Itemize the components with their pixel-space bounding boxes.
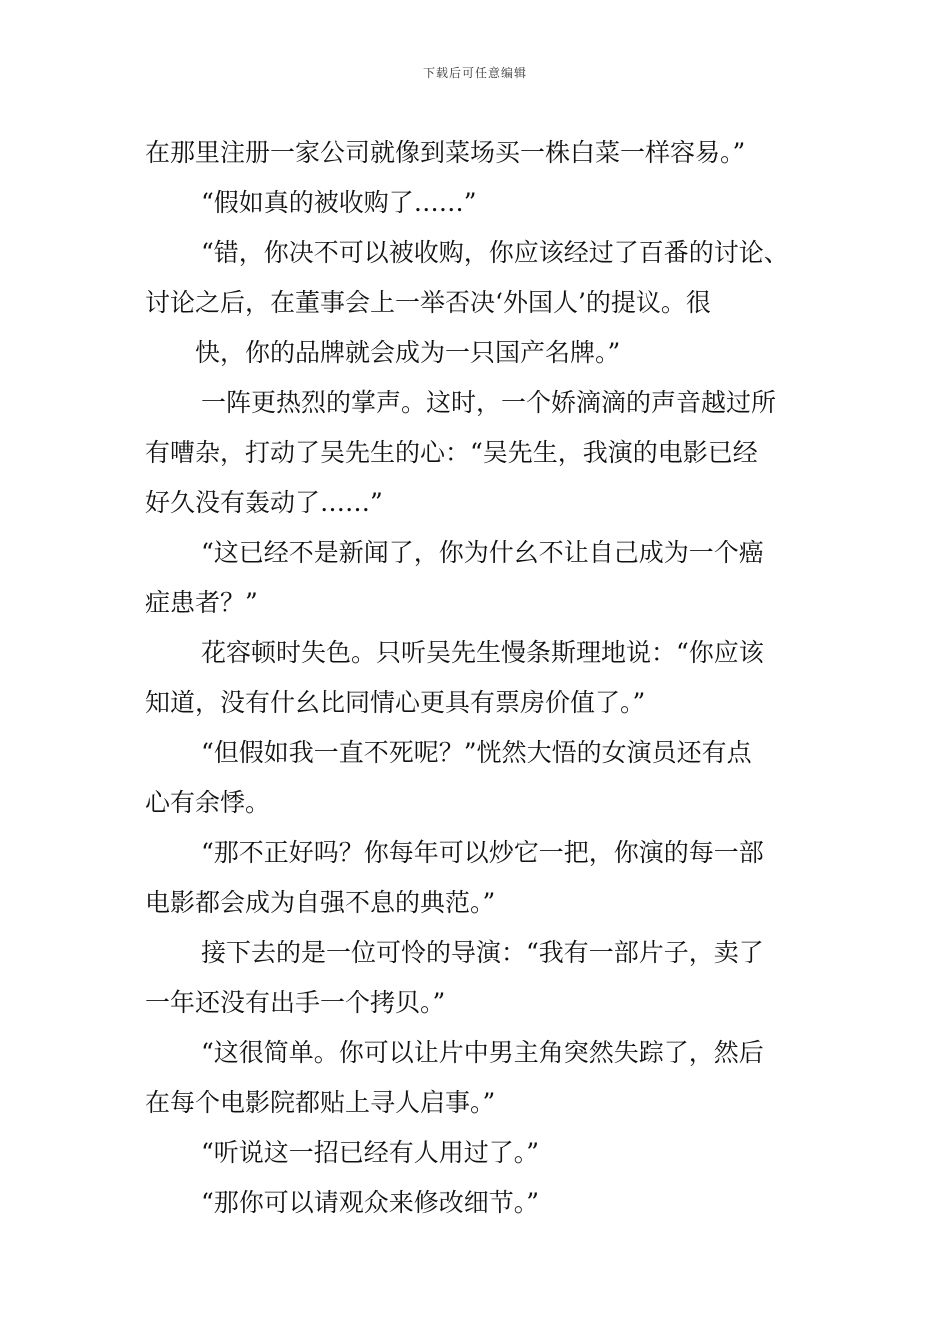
text-line: “那你可以请观众来修改细节。” [201, 1188, 540, 1217]
text-line: “这已经不是新闻了，你为什幺不让自己成为一个癌 [201, 538, 764, 567]
text-line: “假如真的被收购了……” [201, 188, 477, 217]
text-line: 在每个电影院都贴上寻人启事。” [145, 1088, 496, 1117]
text-line: 知道，没有什幺比同情心更具有票房价值了。” [145, 688, 646, 717]
text-line: “错，你决不可以被收购，你应该经过了百番的讨论、 [201, 238, 789, 267]
text-line: 一年还没有出手一个拷贝。” [145, 988, 446, 1017]
text-line: “那不正好吗？你每年可以炒它一把，你演的每一部 [201, 838, 764, 867]
page-header: 下载后可任意编辑 [422, 66, 527, 80]
text-line: 电影都会成为自强不息的典范。” [145, 888, 496, 917]
text-line: 花容顿时失色。只听吴先生慢条斯理地说：“你应该 [201, 638, 764, 667]
text-line: 讨论之后，在董事会上一举否决‘外国人’的提议。很 [145, 288, 711, 317]
text-line: 在那里注册一家公司就像到菜场买一株白菜一样容易。” [145, 138, 746, 167]
text-line: “听说这一招已经有人用过了。” [201, 1138, 540, 1167]
text-line: 接下去的是一位可怜的导演：“我有一部片子，卖了 [201, 938, 764, 967]
text-line: 快，你的品牌就会成为一只国产名牌。” [195, 338, 621, 367]
text-line: 症患者？” [145, 588, 258, 617]
body-text [145, 128, 845, 1228]
text-line: 有嘈杂，打动了吴先生的心：“吴先生，我演的电影已经 [145, 438, 758, 467]
text-line: “但假如我一直不死呢？”恍然大悟的女演员还有点 [201, 738, 752, 767]
text-line: “这很简单。你可以让片中男主角突然失踪了，然后 [201, 1038, 764, 1067]
text-line: 好久没有轰动了……” [145, 488, 383, 517]
text-line: 一阵更热烈的掌声。这时，一个娇滴滴的声音越过所 [201, 388, 777, 417]
text-line: 心有余悸。 [145, 788, 271, 817]
